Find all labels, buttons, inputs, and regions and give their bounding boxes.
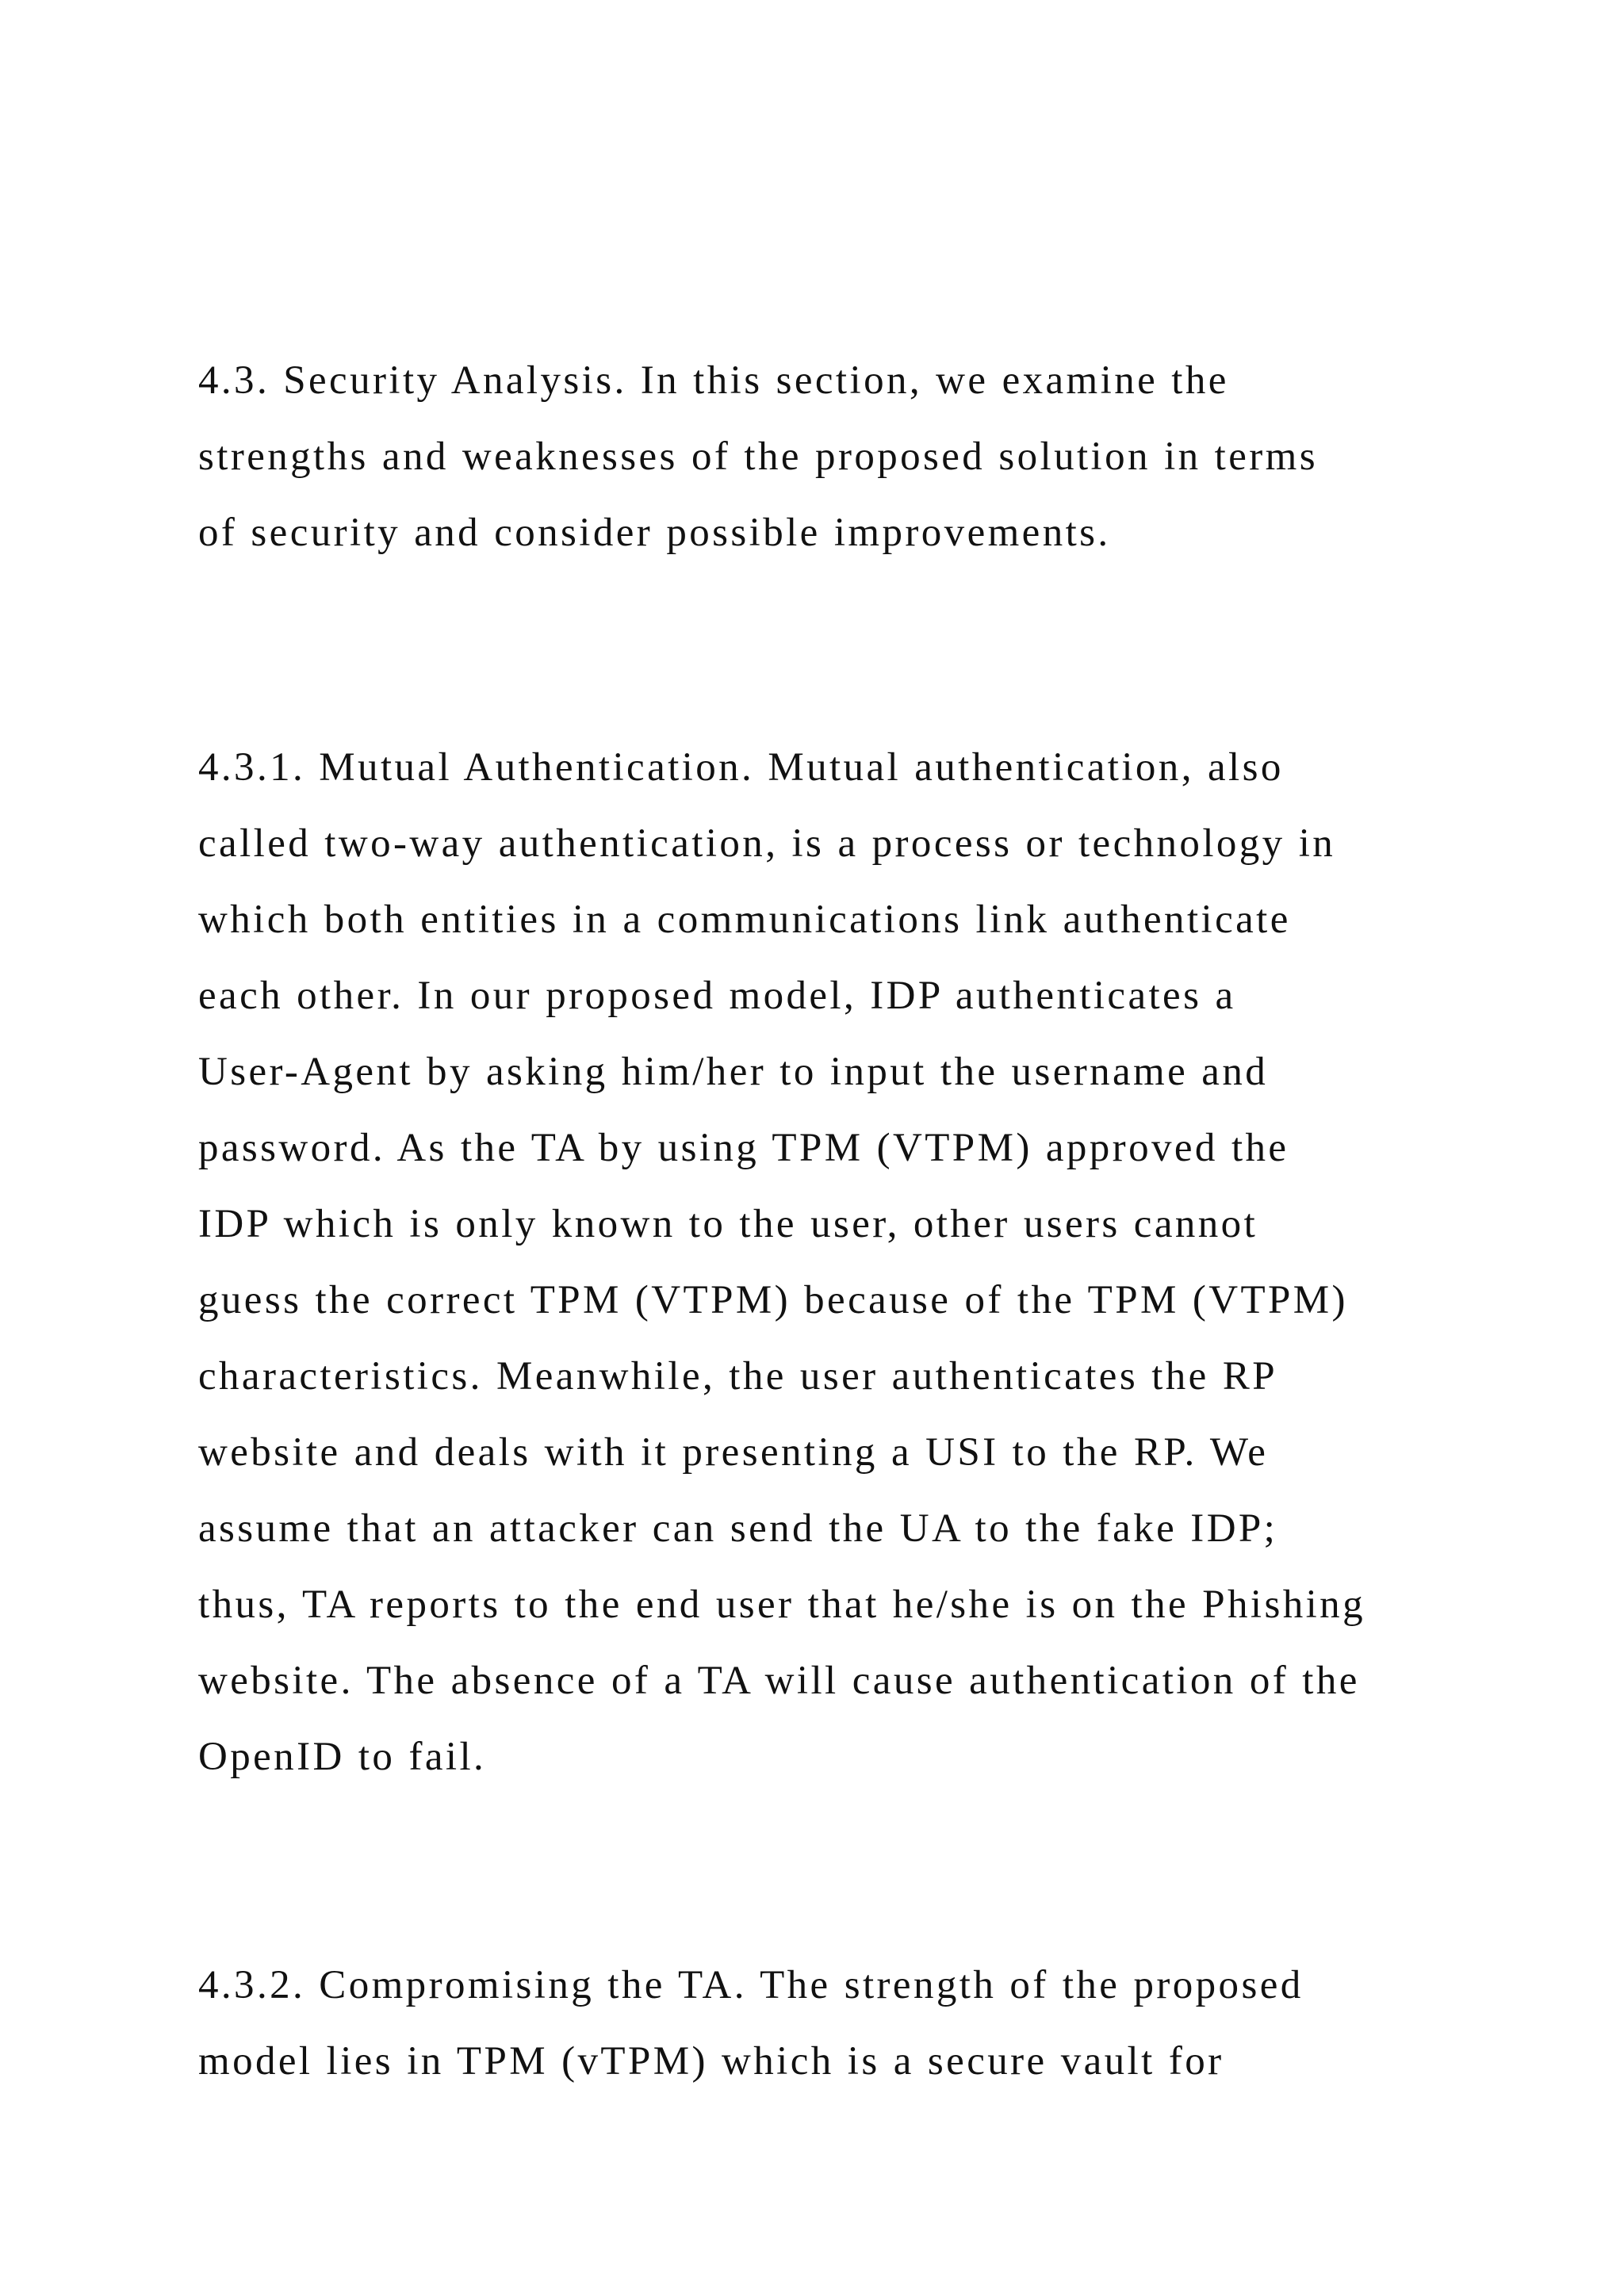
text-line: of security and consider possible improvements. [198, 511, 1111, 555]
text-line: strengths and weaknesses of the proposed solution in terms [198, 434, 1318, 479]
text-line: thus, TA reports to the end user that he/she is on the Phishing [198, 1582, 1365, 1627]
text-line: characteristics. Meanwhile, the user authenticates the RP [198, 1354, 1278, 1399]
text-line: guess the correct TPM (VTPM) because of the TPM (VTPM) [198, 1278, 1348, 1322]
text-line: website. The absence of a TA will cause authentication of the [198, 1659, 1360, 1703]
text-line: assume that an attacker can send the UA to the fake IDP; [198, 1506, 1278, 1551]
text-line: User-Agent by asking him/her to input the username and [198, 1050, 1269, 1094]
text-line: 4.3.1. Mutual Authentication. Mutual authentication, also [198, 745, 1284, 790]
text-line: called two-way authentication, is a process or technology in [198, 821, 1336, 866]
text-line: website and deals with it presenting a USI to the RP. We [198, 1430, 1269, 1475]
text-line: password. As the TA by using TPM (VTPM) approved the [198, 1126, 1289, 1170]
paragraph-mutual-authentication [198, 729, 1365, 1795]
paragraph-compromising-the-ta [198, 1947, 1304, 2099]
text-line: 4.3.2. Compromising the TA. The strength of the proposed [198, 1963, 1304, 2007]
text-line: each other. In our proposed model, IDP authenticates a [198, 974, 1236, 1018]
text-line: OpenID to fail. [198, 1735, 487, 1779]
text-line: model lies in TPM (vTPM) which is a secure vault for [198, 2039, 1224, 2084]
text-line: IDP which is only known to the user, other users cannot [198, 1202, 1258, 1246]
text-line: 4.3. Security Analysis. In this section, we examine the [198, 358, 1229, 403]
paragraph-security-analysis [198, 342, 1318, 571]
text-line: which both entities in a communications link authenticate [198, 897, 1291, 942]
